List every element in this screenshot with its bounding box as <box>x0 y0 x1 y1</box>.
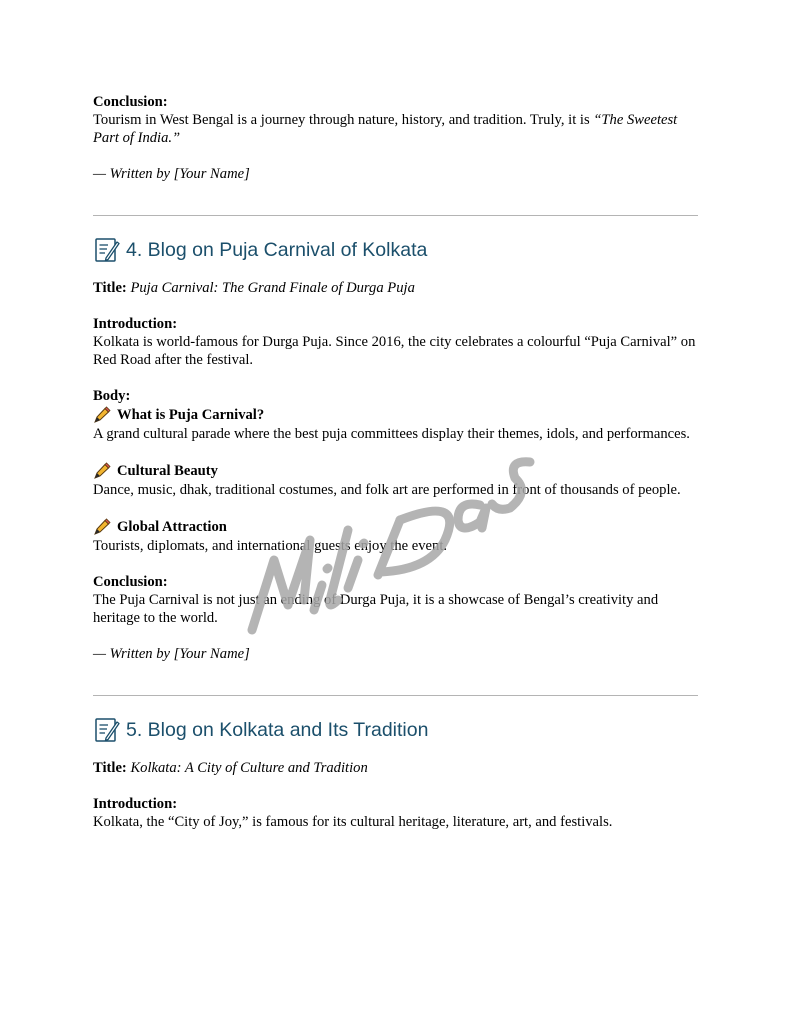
section4-conclusion-text: The Puja Carnival is not just an ending of Durga Puja, it is a showcase of Bengal’s creativity and heritage to the world. <box>93 592 659 626</box>
section4-item-heading-text: Cultural Beauty <box>117 463 218 479</box>
pen-icon <box>93 406 111 424</box>
section4-item-heading <box>93 405 698 425</box>
section5-title-line <box>93 759 698 777</box>
document-page <box>93 93 698 831</box>
pen-icon <box>93 462 111 480</box>
section5-intro-text: Kolkata, the “City of Joy,” is famous for its cultural heritage, literature, art, and festivals. <box>93 814 613 830</box>
section5-intro-label: Introduction: <box>93 796 178 812</box>
section5-title-label: Title: <box>93 760 127 776</box>
section4-signature: — Written by [Your Name] <box>93 646 250 662</box>
section4-title-label: Title: <box>93 280 127 296</box>
prev-conclusion-quote: “The Sweetest Part of India.” <box>93 112 678 146</box>
section4-item-heading-text: What is Puja Carnival? <box>117 407 265 423</box>
section4-item-text: A grand cultural parade where the best puja committees display their themes, idols, and performances. <box>93 426 690 442</box>
section5-heading <box>93 716 698 744</box>
pen-icon <box>93 518 111 536</box>
section4-conclusion-label: Conclusion: <box>93 574 168 590</box>
section4-title-value: Puja Carnival: The Grand Finale of Durga Puja <box>130 280 415 296</box>
prev-signature: — Written by [Your Name] <box>93 166 250 182</box>
prev-conclusion-text <box>93 111 698 147</box>
section4-intro-text: Kolkata is world-famous for Durga Puja. Since 2016, the city celebrates a colourful “Puja Carnival” on Red Road after the festival. <box>93 334 696 368</box>
memo-icon <box>94 717 120 743</box>
section4-item-text: Dance, music, dhak, traditional costumes, and folk art are performed in front of thousands of people. <box>93 482 681 498</box>
section4-body-label: Body: <box>93 388 131 404</box>
section4-heading <box>93 236 698 264</box>
prev-conclusion-text-main: Tourism in West Bengal is a journey through nature, history, and tradition. Truly, it is <box>93 112 594 128</box>
section4-intro-label: Introduction: <box>93 316 178 332</box>
section4-item-heading <box>93 461 698 481</box>
section4-item-heading-text: Global Attraction <box>117 519 227 535</box>
section4-title-line <box>93 279 698 297</box>
section4-item-heading <box>93 517 698 537</box>
section4-heading-text: 4. Blog on Puja Carnival of Kolkata <box>126 238 428 261</box>
section4-item-text: Tourists, diplomats, and international guests enjoy the event. <box>93 538 448 554</box>
memo-icon <box>94 237 120 263</box>
section5-heading-text: 5. Blog on Kolkata and Its Tradition <box>126 718 429 741</box>
section5-title-value: Kolkata: A City of Culture and Tradition <box>130 760 368 776</box>
prev-conclusion-label: Conclusion: <box>93 94 168 110</box>
